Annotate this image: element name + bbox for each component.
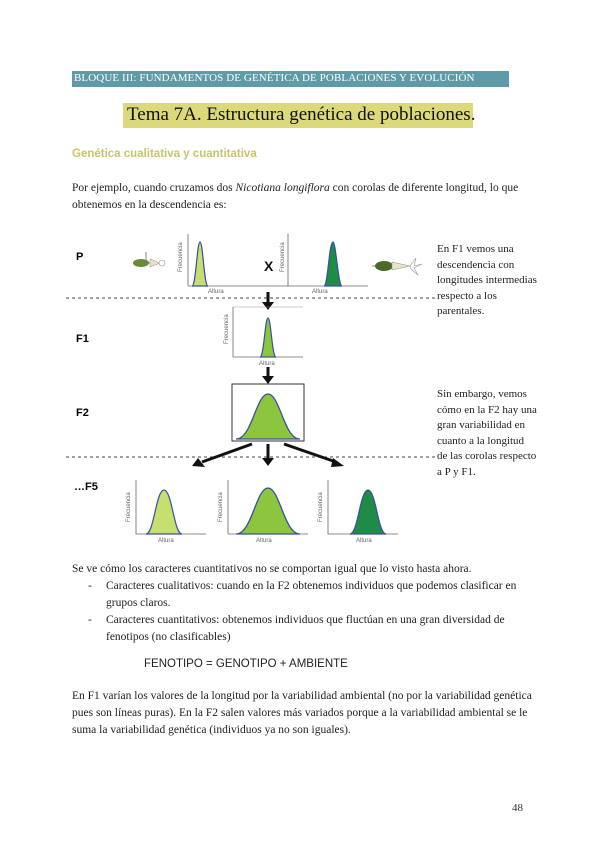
bloque-header: BLOQUE III: FUNDAMENTOS DE GENÉTICA DE POBLACIONES Y EVOLUCIÓN [74, 72, 475, 84]
body-section [72, 561, 542, 646]
flower-p1-icon [133, 252, 165, 267]
axis-y-f5-center: Frecuencia [218, 492, 224, 522]
inheritance-figure [66, 222, 438, 552]
axis-x-p1: Altura [208, 289, 224, 295]
intro-before: Por ejemplo, cuando cruzamos dos [72, 182, 236, 194]
page-title: Tema 7A. Estructura genética de poblaciones. [127, 104, 476, 125]
species-name: Nicotiana longiflora [235, 182, 330, 194]
axis-x-f5-left: Altura [158, 538, 174, 544]
section-subtitle: Genética cualitativa y cuantitativa [72, 148, 257, 160]
axis-y-f5-left: Frecuencia [126, 492, 132, 522]
flower-p2-icon [372, 258, 422, 275]
axis-y-f1: Frecuencia [224, 314, 230, 344]
axis-x-f1: Altura [259, 361, 275, 367]
axis-y-p1: Frecuencia [178, 242, 184, 272]
histogram-p2 [280, 234, 368, 295]
page-number: 48 [512, 802, 523, 814]
final-paragraph: En F1 varían los valores de la longitud por la variabilidad ambiental (no por la variabilidad genética pues son líneas puras). En la F2 salen valores más variados porque a la variabilidad ambiental se le suma la variabilidad genética (individuos ya no son iguales). [72, 690, 532, 736]
axis-y-f5-right: Frecuencia [318, 492, 324, 522]
axis-x-p2: Altura [312, 289, 328, 295]
histogram-f2 [232, 384, 304, 441]
histogram-f5-left [126, 480, 206, 544]
list-item: - Caracteres cualitativos: cuando en la F2 obtenemos individuos que podemos clasificar en grupos claros. [86, 578, 542, 612]
arrows-f2-f5 [192, 444, 344, 467]
cross-symbol: X [264, 258, 274, 274]
statement: Se ve cómo los caracteres cuantitativos no se comportan igual que lo visto hasta ahora. [72, 563, 472, 575]
formula: FENOTIPO = GENOTIPO + AMBIENTE [144, 658, 348, 670]
axis-x-f5-center: Altura [256, 538, 272, 544]
histogram-f1 [224, 307, 303, 367]
note-f1: En F1 vemos una descendencia con longitudes intermedias respecto a los parentales. [437, 243, 537, 317]
histogram-f5-right [318, 480, 398, 544]
label-f2: F2 [76, 407, 89, 419]
label-f1: F1 [76, 333, 89, 345]
intro-paragraph [72, 180, 532, 214]
note-f2: Sin embargo, vemos cómo en la F2 hay una gran variabilidad en cuanto a la longitud de las corolas respecto a P y F1. [437, 388, 537, 478]
character-list [86, 578, 542, 646]
intro-after: con corolas de diferente longitud, lo que obtenemos en la descendencia es: [72, 182, 519, 211]
histogram-f5-center [218, 480, 308, 544]
list-item: - Caracteres cuantitativos: obtenemos individuos que fluctúan en una gran diversidad de fenotipos (no clasificables) [86, 612, 542, 646]
arrow-f1-f2 [262, 367, 274, 384]
axis-y-p2: Frecuencia [280, 242, 286, 272]
label-p: P [76, 251, 84, 263]
axis-x-f5-right: Altura [356, 538, 372, 544]
label-f5: …F5 [74, 481, 98, 493]
